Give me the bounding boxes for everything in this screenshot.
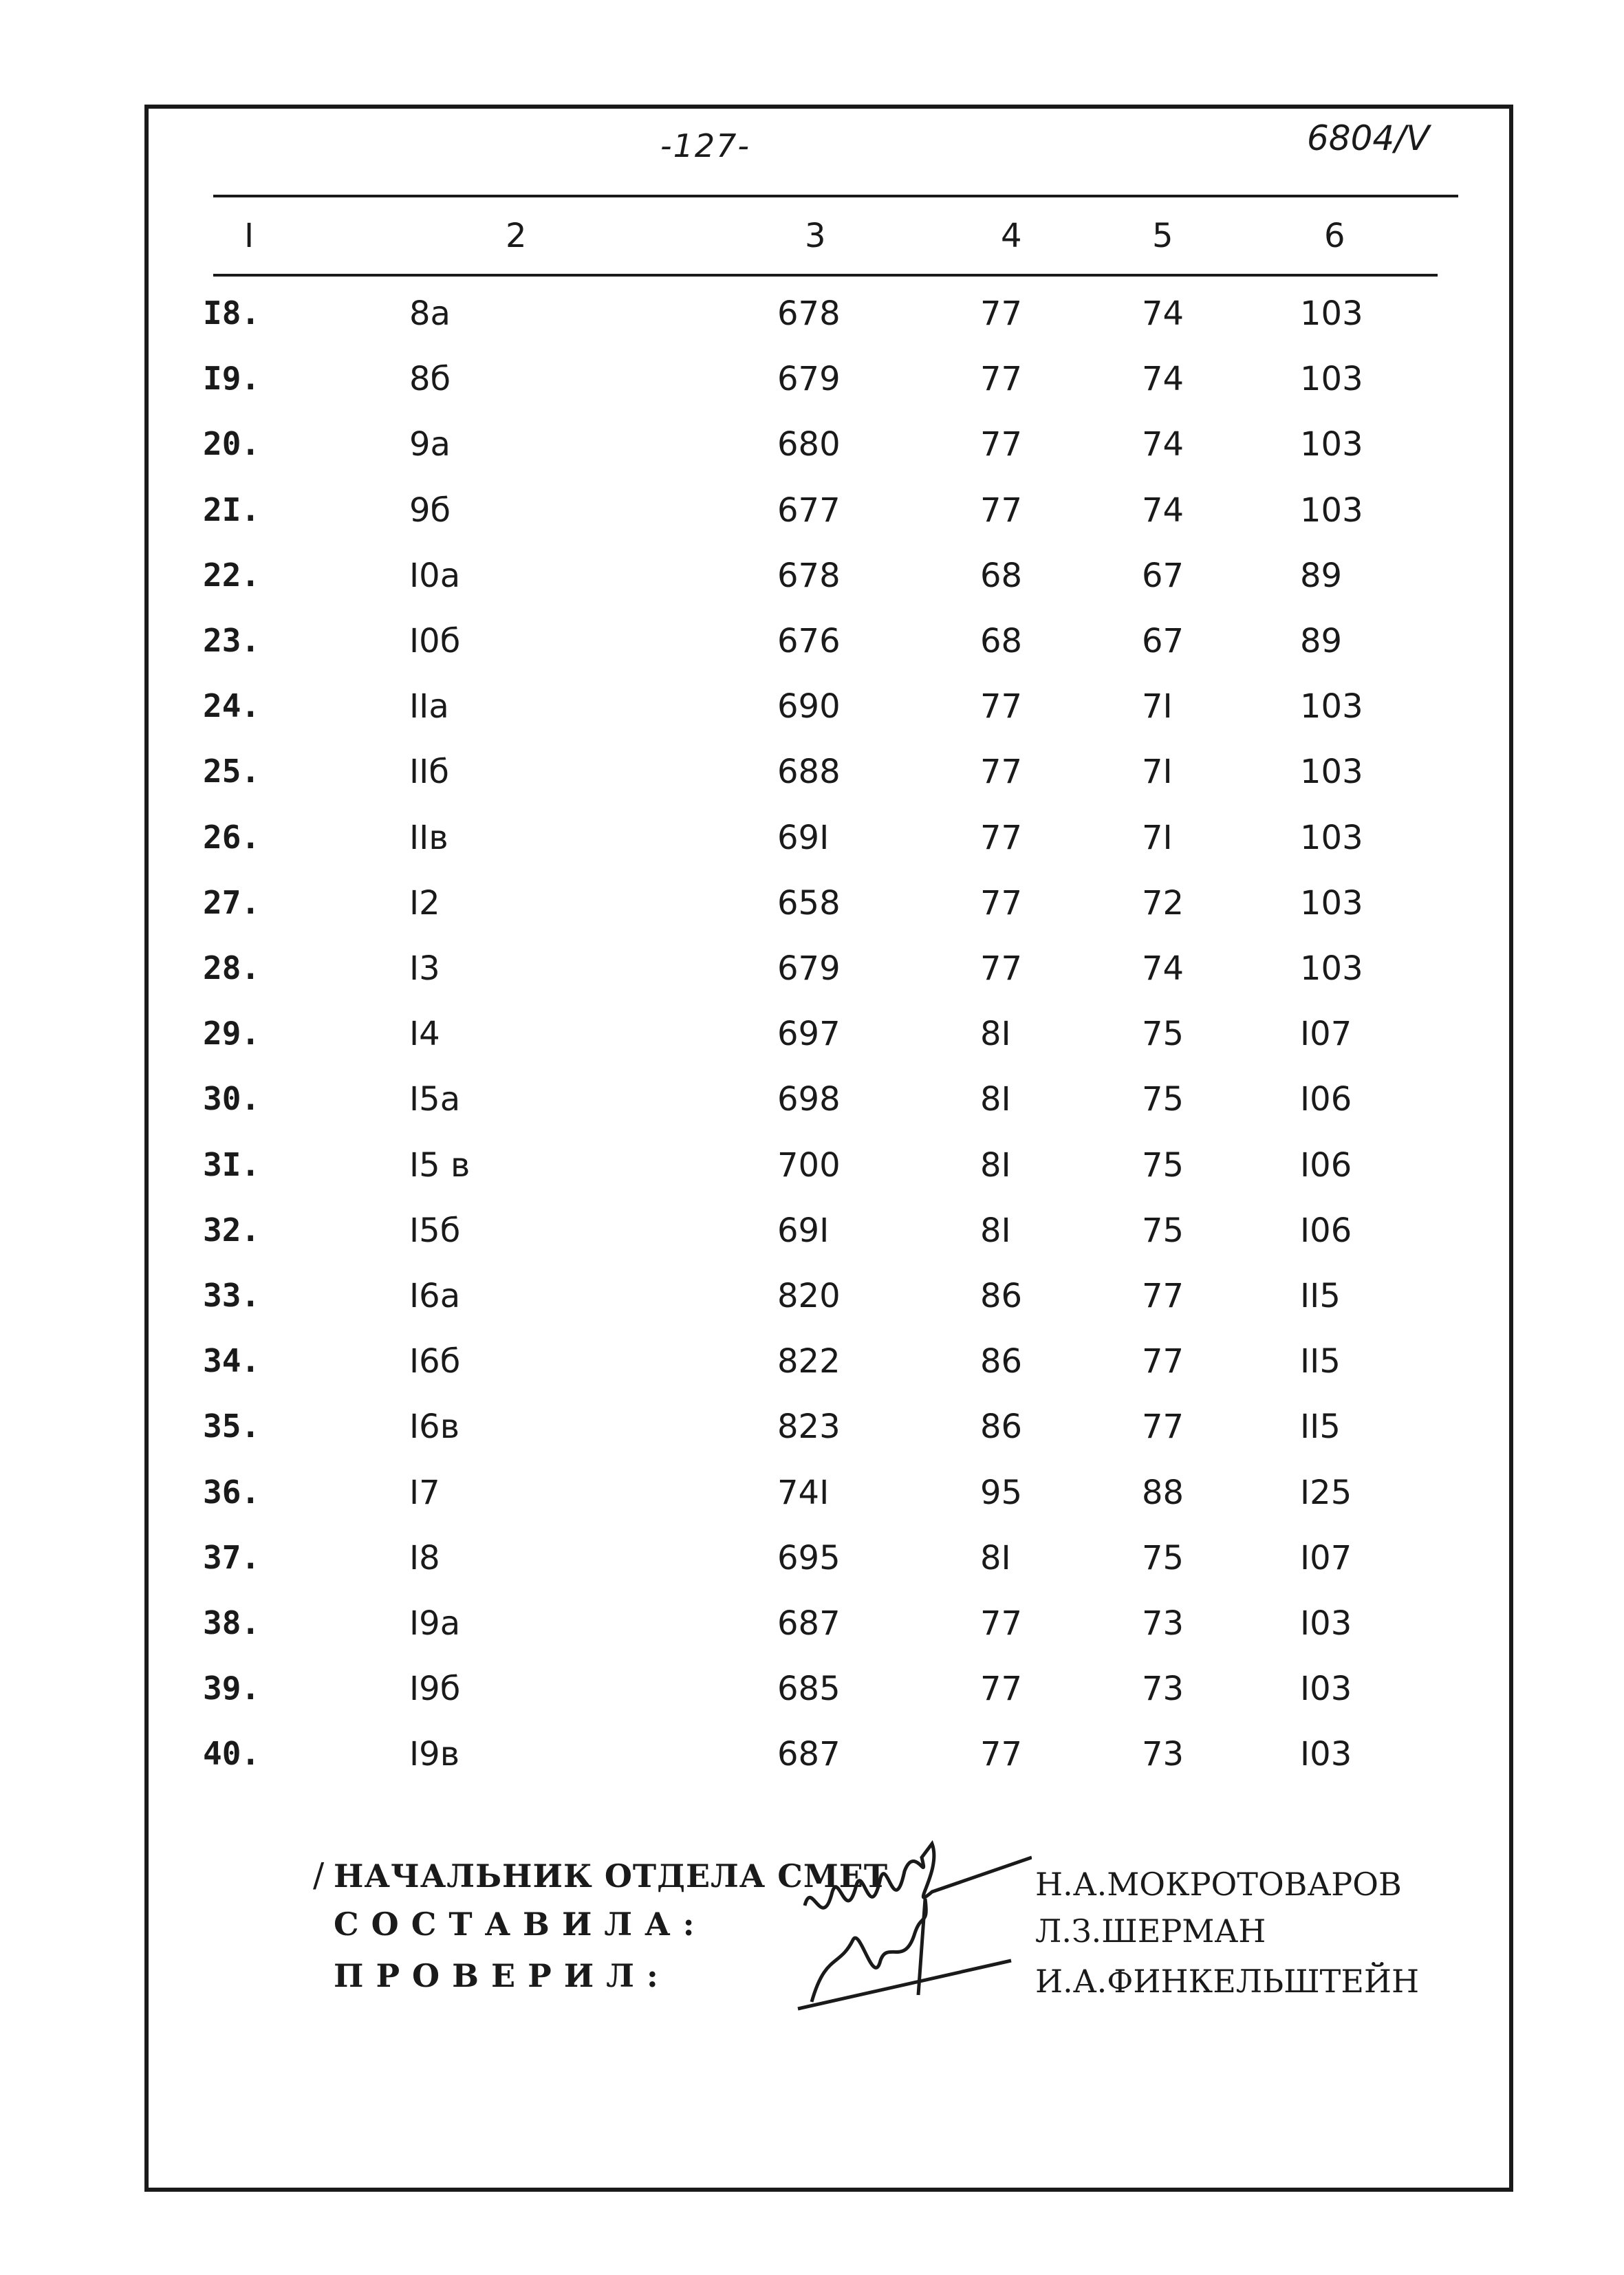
table-cell: 679 xyxy=(777,360,841,398)
table-cell: 7I xyxy=(1142,687,1173,726)
table-cell: 89 xyxy=(1300,622,1343,660)
document-code: 6804/V xyxy=(1307,118,1430,158)
table-cell: II5 xyxy=(1300,1277,1341,1315)
table-cell: 86 xyxy=(980,1408,1023,1446)
table-cell: 676 xyxy=(777,622,841,660)
table-cell: 77 xyxy=(1142,1342,1184,1381)
table-cell: I06 xyxy=(1300,1146,1352,1185)
table-cell: 69I xyxy=(777,819,830,857)
table-cell: 9б xyxy=(409,491,451,530)
footer-label-compiled: С О С Т А В И Л А : xyxy=(334,1906,695,1943)
table-cell: 75 xyxy=(1142,1211,1184,1250)
table-cell: 3I. xyxy=(203,1146,261,1183)
table-cell: 687 xyxy=(777,1735,841,1773)
table-cell: 77 xyxy=(980,753,1023,791)
table-cell: 77 xyxy=(980,360,1023,398)
table-cell: 8а xyxy=(409,294,451,333)
table-cell: 74 xyxy=(1142,949,1184,988)
table-cell: I8. xyxy=(203,294,261,332)
table-cell: 7I xyxy=(1142,753,1173,791)
column-header: I xyxy=(244,217,255,255)
table-cell: 69I xyxy=(777,1211,830,1250)
table-cell: 103 xyxy=(1300,425,1363,464)
table-top-rule xyxy=(213,195,1458,197)
table-cell: 72 xyxy=(1142,884,1184,923)
table-cell: 103 xyxy=(1300,294,1363,333)
page-number: -127- xyxy=(660,127,750,164)
table-cell: I06 xyxy=(1300,1211,1352,1250)
table-cell: 695 xyxy=(777,1539,841,1577)
footer-name-compiled: Л.З.ШЕРМАН xyxy=(1035,1912,1266,1950)
footer-label-checked: П Р О В Е Р И Л : xyxy=(334,1957,659,1994)
table-cell: 74I xyxy=(777,1474,830,1512)
table-cell: 22. xyxy=(203,557,261,594)
table-cell: 33. xyxy=(203,1277,261,1314)
table-cell: 73 xyxy=(1142,1604,1184,1643)
column-header: 3 xyxy=(805,217,826,255)
table-cell: 698 xyxy=(777,1080,841,1119)
table-cell: 820 xyxy=(777,1277,841,1315)
table-cell: I4 xyxy=(409,1015,440,1053)
table-cell: IIб xyxy=(409,753,449,791)
table-cell: 103 xyxy=(1300,949,1363,988)
table-cell: I0б xyxy=(409,622,461,660)
table-cell: 25. xyxy=(203,753,261,790)
table-cell: 95 xyxy=(980,1474,1023,1512)
table-cell: I9а xyxy=(409,1604,461,1643)
table-cell: 700 xyxy=(777,1146,841,1185)
table-cell: 29. xyxy=(203,1015,261,1052)
table-cell: 77 xyxy=(980,884,1023,923)
table-cell: 8I xyxy=(980,1080,1011,1119)
table-cell: 687 xyxy=(777,1604,841,1643)
table-cell: 103 xyxy=(1300,491,1363,530)
table-cell: I8 xyxy=(409,1539,440,1577)
table-cell: 103 xyxy=(1300,753,1363,791)
column-header: 4 xyxy=(1001,217,1022,255)
table-cell: I7 xyxy=(409,1474,440,1512)
table-cell: 823 xyxy=(777,1408,841,1446)
table-cell: II5 xyxy=(1300,1408,1341,1446)
table-cell: 74 xyxy=(1142,425,1184,464)
table-cell: 77 xyxy=(980,1670,1023,1708)
table-cell: 8б xyxy=(409,360,451,398)
table-cell: II5 xyxy=(1300,1342,1341,1381)
table-cell: I06 xyxy=(1300,1080,1352,1119)
table-cell: 77 xyxy=(980,819,1023,857)
table-cell: I9в xyxy=(409,1735,459,1773)
table-cell: I6б xyxy=(409,1342,461,1381)
table-cell: 2I. xyxy=(203,491,261,528)
table-cell: I03 xyxy=(1300,1604,1352,1643)
table-cell: I3 xyxy=(409,949,440,988)
table-cell: 690 xyxy=(777,687,841,726)
footer-name-checked: И.А.ФИНКЕЛЬШТЕЙН xyxy=(1035,1963,1420,2000)
table-cell: 74 xyxy=(1142,360,1184,398)
table-cell: I5 в xyxy=(409,1146,470,1185)
column-header: 2 xyxy=(506,217,527,255)
table-cell: 40. xyxy=(203,1735,261,1772)
table-cell: 77 xyxy=(980,1735,1023,1773)
table-cell: IIв xyxy=(409,819,448,857)
table-cell: 77 xyxy=(980,687,1023,726)
table-cell: 8I xyxy=(980,1539,1011,1577)
table-cell: 74 xyxy=(1142,294,1184,333)
table-cell: 23. xyxy=(203,622,261,659)
table-cell: 75 xyxy=(1142,1146,1184,1185)
table-cell: 7I xyxy=(1142,819,1173,857)
table-cell: 8I xyxy=(980,1146,1011,1185)
table-cell: I25 xyxy=(1300,1474,1352,1512)
table-cell: 103 xyxy=(1300,360,1363,398)
table-cell: I07 xyxy=(1300,1015,1352,1053)
footer-tick-mark: / xyxy=(313,1856,325,1895)
table-cell: 697 xyxy=(777,1015,841,1053)
table-cell: 35. xyxy=(203,1408,261,1445)
table-cell: 677 xyxy=(777,491,841,530)
table-cell: I6а xyxy=(409,1277,461,1315)
table-cell: 37. xyxy=(203,1539,261,1576)
table-cell: I07 xyxy=(1300,1539,1352,1577)
table-cell: 36. xyxy=(203,1474,261,1511)
table-cell: 678 xyxy=(777,294,841,333)
table-cell: 67 xyxy=(1142,622,1184,660)
table-cell: 26. xyxy=(203,819,261,856)
table-cell: 74 xyxy=(1142,491,1184,530)
table-cell: 103 xyxy=(1300,884,1363,923)
table-cell: 67 xyxy=(1142,557,1184,595)
table-cell: 34. xyxy=(203,1342,261,1379)
footer-name-head: Н.А.МОКРОТОВАРОВ xyxy=(1035,1866,1402,1903)
table-cell: 68 xyxy=(980,557,1023,595)
table-cell: 27. xyxy=(203,884,261,921)
table-cell: 30. xyxy=(203,1080,261,1117)
table-cell: 77 xyxy=(980,294,1023,333)
table-cell: 680 xyxy=(777,425,841,464)
table-cell: 24. xyxy=(203,687,261,724)
handwritten-signatures xyxy=(784,1830,1032,2036)
table-cell: I03 xyxy=(1300,1670,1352,1708)
table-cell: 8I xyxy=(980,1211,1011,1250)
table-cell: 75 xyxy=(1142,1015,1184,1053)
table-cell: 68 xyxy=(980,622,1023,660)
table-cell: 679 xyxy=(777,949,841,988)
table-cell: 103 xyxy=(1300,819,1363,857)
table-cell: 77 xyxy=(980,1604,1023,1643)
footer-label-head: НАЧАЛЬНИК ОТДЕЛА СМЕТ xyxy=(334,1857,889,1895)
table-cell: 75 xyxy=(1142,1539,1184,1577)
table-cell: I9б xyxy=(409,1670,461,1708)
table-cell: 688 xyxy=(777,753,841,791)
table-cell: 86 xyxy=(980,1277,1023,1315)
table-header-rule xyxy=(213,274,1438,277)
table-cell: 28. xyxy=(203,949,261,986)
table-cell: 77 xyxy=(980,425,1023,464)
table-cell: I2 xyxy=(409,884,440,923)
table-cell: I5а xyxy=(409,1080,461,1119)
table-cell: 822 xyxy=(777,1342,841,1381)
table-cell: 77 xyxy=(980,491,1023,530)
table-cell: IIа xyxy=(409,687,449,726)
table-cell: I6в xyxy=(409,1408,459,1446)
table-cell: 38. xyxy=(203,1604,261,1641)
table-cell: 678 xyxy=(777,557,841,595)
table-cell: 658 xyxy=(777,884,841,923)
table-cell: 32. xyxy=(203,1211,261,1249)
table-cell: 75 xyxy=(1142,1080,1184,1119)
table-cell: 39. xyxy=(203,1670,261,1707)
table-cell: 73 xyxy=(1142,1670,1184,1708)
table-cell: 77 xyxy=(1142,1408,1184,1446)
table-cell: 103 xyxy=(1300,687,1363,726)
table-cell: I5б xyxy=(409,1211,461,1250)
table-cell: I9. xyxy=(203,360,261,397)
column-header: 6 xyxy=(1324,217,1345,255)
table-cell: 9а xyxy=(409,425,451,464)
table-cell: I03 xyxy=(1300,1735,1352,1773)
table-cell: 89 xyxy=(1300,557,1343,595)
table-cell: 20. xyxy=(203,425,261,462)
table-cell: 8I xyxy=(980,1015,1011,1053)
table-cell: 685 xyxy=(777,1670,841,1708)
table-cell: 86 xyxy=(980,1342,1023,1381)
table-cell: 88 xyxy=(1142,1474,1184,1512)
table-cell: 73 xyxy=(1142,1735,1184,1773)
column-header: 5 xyxy=(1152,217,1173,255)
table-cell: 77 xyxy=(1142,1277,1184,1315)
table-cell: I0а xyxy=(409,557,461,595)
table-cell: 77 xyxy=(980,949,1023,988)
